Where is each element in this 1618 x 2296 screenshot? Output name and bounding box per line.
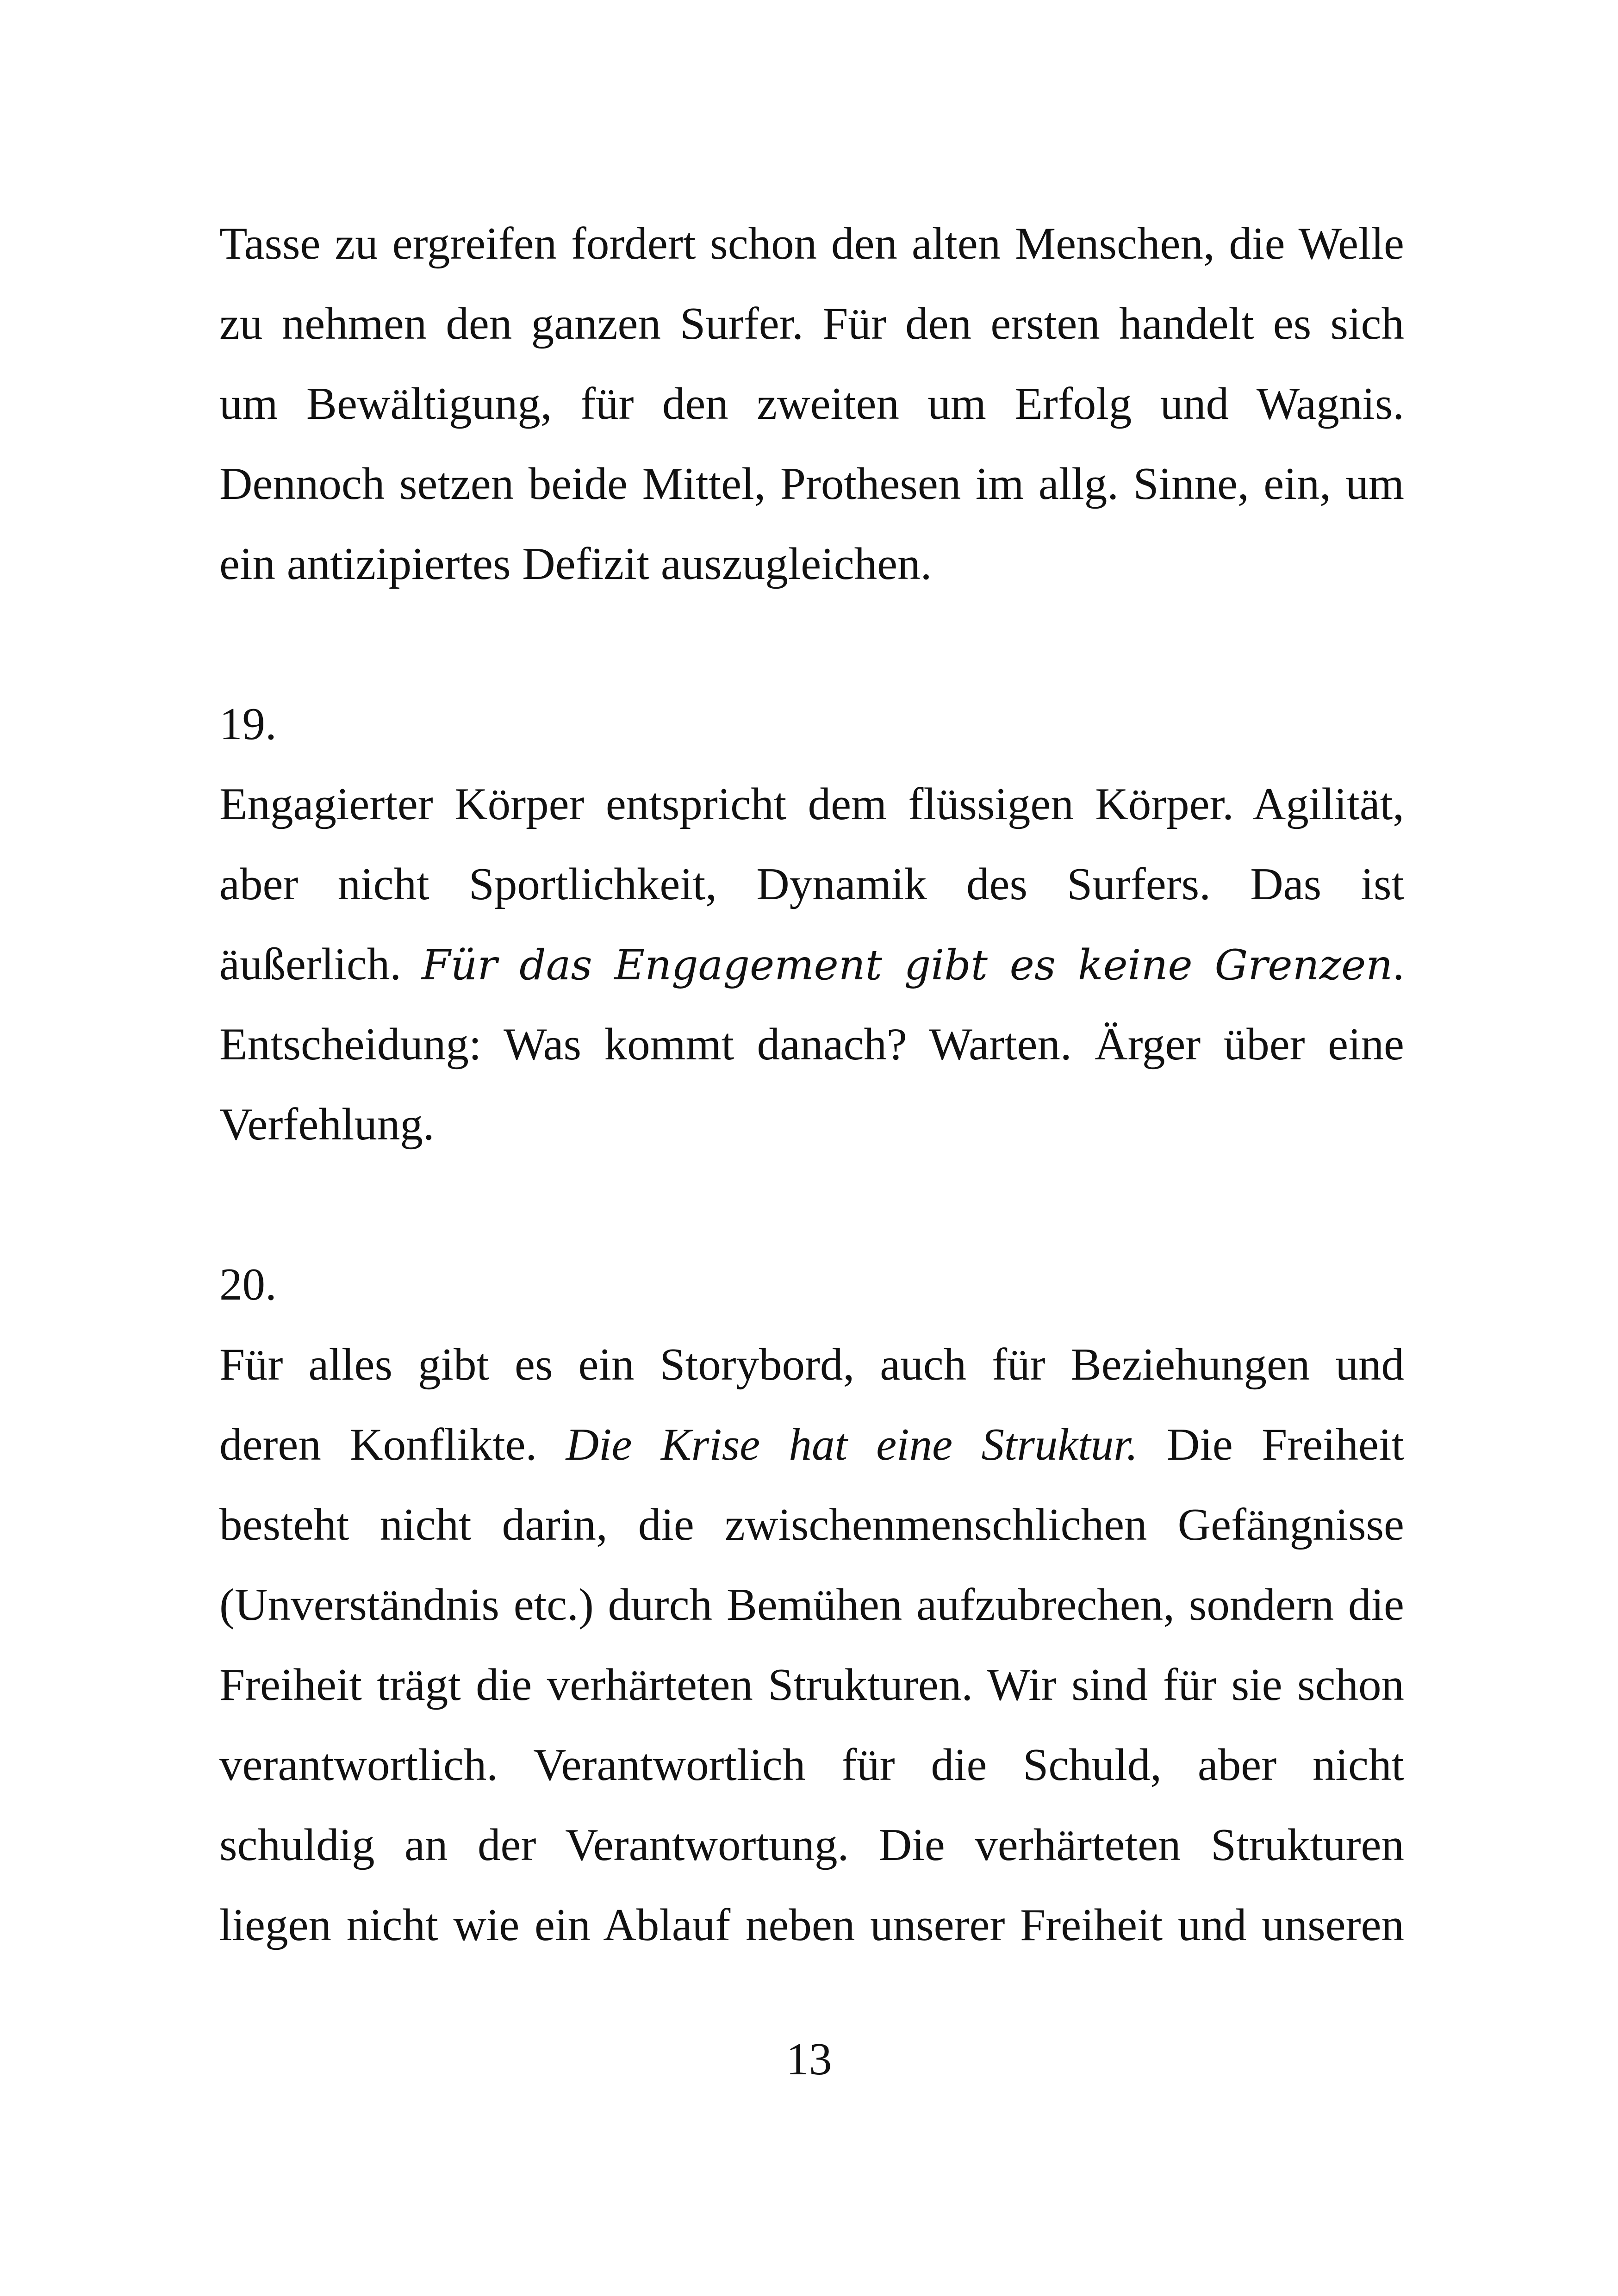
emphasis-text: Die Krise hat eine Struktur.: [566, 1419, 1138, 1470]
body-text: um Bewältigung, für den zweiten um Erfolg und Wagnis.: [219, 379, 1404, 429]
section-number: 19.: [219, 699, 277, 749]
body-text: zu nehmen den ganzen Surfer. Für den ersten handelt es sich: [219, 299, 1404, 349]
text-line: [219, 284, 1404, 364]
paragraph: [219, 684, 1404, 1164]
text-block: [219, 204, 1404, 1965]
body-text: deren Konflikte.: [219, 1419, 566, 1470]
body-text: liegen nicht wie ein Ablauf neben unserer Freiheit und unseren: [219, 1900, 1404, 1950]
text-line: [219, 1565, 1404, 1645]
paragraph: [219, 1244, 1404, 1965]
section-number: 20.: [219, 1259, 277, 1310]
text-line: [219, 444, 1404, 524]
paragraph-spacer: [219, 1164, 1404, 1244]
body-text: Freiheit trägt die verhärteten Strukturen. Wir sind für sie schon: [219, 1660, 1404, 1710]
text-line: [219, 1004, 1404, 1084]
body-text: Dennoch setzen beide Mittel, Prothesen im allg. Sinne, ein, um: [219, 459, 1404, 509]
text-line: [219, 1084, 1404, 1164]
text-line: [219, 1645, 1404, 1725]
body-text: Tasse zu ergreifen fordert schon den alten Menschen, die Welle: [219, 218, 1404, 269]
body-text: (Unverständnis etc.) durch Bemühen aufzubrechen, sondern die: [219, 1580, 1404, 1630]
body-text: äußerlich.: [219, 939, 422, 989]
text-line: [219, 1325, 1404, 1405]
body-text: verantwortlich. Verantwortlich für die Schuld, aber nicht: [219, 1740, 1404, 1790]
body-text: besteht nicht darin, die zwischenmenschlichen Gefängnisse: [219, 1500, 1404, 1550]
text-line: [219, 204, 1404, 284]
body-text: ein antizipiertes Defizit auszugleichen.: [219, 539, 932, 589]
text-line: [219, 844, 1404, 924]
text-line: [219, 924, 1404, 1004]
body-text: schuldig an der Verantwortung. Die verhärteten Strukturen: [219, 1820, 1404, 1870]
emphasis-text: Für das Engagement gibt es keine Grenzen: [421, 941, 1393, 989]
text-line: [219, 364, 1404, 444]
text-line: [219, 1405, 1404, 1485]
body-text: .: [1393, 939, 1404, 989]
body-text: aber nicht Sportlichkeit, Dynamik des Surfers. Das ist: [219, 859, 1404, 909]
body-text: Für alles gibt es ein Storybord, auch für Beziehungen und: [219, 1339, 1404, 1390]
paragraph: [219, 204, 1404, 604]
body-text: Verfehlung.: [219, 1099, 435, 1150]
body-text: Engagierter Körper entspricht dem flüssigen Körper. Agilität,: [219, 779, 1404, 829]
text-line: [219, 524, 1404, 604]
body-text: Die Freiheit: [1138, 1419, 1404, 1470]
text-line: [219, 764, 1404, 844]
page-number: 13: [786, 2034, 832, 2084]
text-line: [219, 1885, 1404, 1965]
text-line: [219, 1805, 1404, 1885]
paragraph-spacer: [219, 604, 1404, 684]
text-line: [219, 1485, 1404, 1565]
text-line: [219, 1725, 1404, 1805]
body-text: Entscheidung: Was kommt danach? Warten. Ärger über eine: [219, 1019, 1404, 1070]
